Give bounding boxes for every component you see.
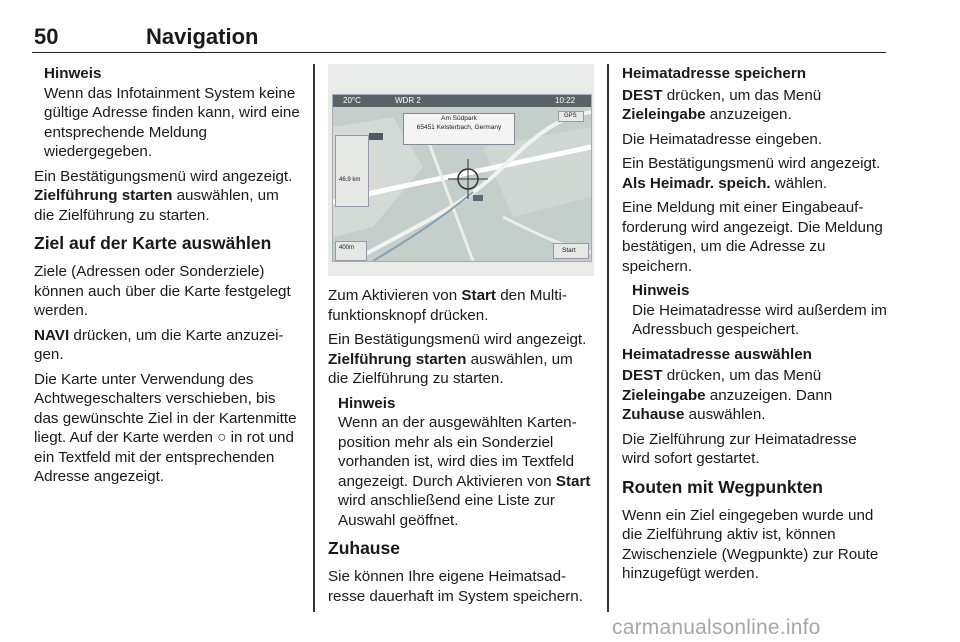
heading-select-on-map: Ziel auf der Karte auswählen: [34, 233, 272, 253]
note-title: Hinweis: [338, 394, 396, 412]
radio-station: WDR 2: [395, 96, 421, 105]
note-title: Hinweis: [44, 65, 102, 82]
heading-select-home: Heimatadresse auswählen: [622, 345, 812, 363]
infotainment-screen: [332, 94, 592, 262]
paragraph-guidance-start: Die Zielführung zur Heimatadresse wird sofort gestartet.: [622, 430, 857, 467]
heading-home: Zuhause: [328, 538, 400, 558]
column-divider-2: [607, 64, 609, 612]
map-side-panel: [335, 135, 369, 207]
note-multiple-pois: [338, 394, 594, 531]
note-text: Wenn an der ausgewählten Kartenposition mehr als ein Sonderziel vorhanden ist, wird dies im Textfeld angezeigt. Durch Aktivieren von Start wird anschließend eine Liste zur Auswahl geöffnet.: [338, 414, 591, 529]
address-street: Am Südpark: [441, 115, 477, 122]
heading-save-home: Heimatadresse speichern: [622, 65, 807, 82]
paragraph-waypoints: Wenn ein Ziel eingegeben wurde und die Zielführung aktiv ist, können Zwischenziele (Wegpunkte) zur Route hinzugefügt werden.: [622, 506, 879, 582]
paragraph-enter-home: Die Heimatadresse eingeben.: [622, 130, 823, 148]
column-divider-1: [313, 64, 315, 612]
map-screenshot-figure: [328, 64, 594, 276]
paragraph-dest-menu: DEST drücken, um das Menü Zieleingabe anzuzeigen.: [622, 86, 822, 123]
note-invalid-address: [44, 64, 300, 162]
address-textbox: [403, 113, 515, 145]
note-text: Wenn das Infotainment System keine gültige Adresse finden kann, wird eine entsprechende Meldung wiedergegeben.: [44, 84, 300, 160]
gps-button[interactable]: GPS: [558, 111, 584, 122]
heading-routes-waypoints: Routen mit Wegpunkten: [622, 476, 823, 497]
watermark: carmanualsonline.info: [612, 616, 821, 639]
speed-readout: 46.9 km: [339, 177, 361, 183]
map-road-shield: [369, 133, 383, 140]
page-number: 50: [34, 24, 59, 49]
paragraph-navi: NAVI drücken, um die Karte anzuzeigen.: [34, 326, 284, 363]
note-address-book: [632, 281, 888, 340]
start-button[interactable]: Start: [553, 243, 589, 259]
column-left: [34, 64, 300, 492]
page-header: [32, 24, 886, 53]
paragraph-prompt-message: Eine Meldung mit einer Eingabeaufforderung wird angezeigt. Die Meldung bestätigen, um die Adresse zu speichern.: [622, 199, 883, 275]
note-text: Die Heimatadresse wird außerdem im Adressbuch gespeichert.: [632, 301, 887, 338]
paragraph-destinations: Ziele (Adressen oder Sonderziele) können auch über die Karte festgelegt werden.: [34, 263, 291, 319]
paragraph-confirm-menu: Ein Bestätigungsmenü wird angezeigt. Zielführung starten auswählen, um die Zielführung zu starten.: [34, 167, 293, 224]
map-route-marker: [473, 195, 483, 201]
note-title: Hinweis: [632, 282, 690, 299]
column-middle: [328, 64, 594, 611]
address-city: 65451 Kelsterbach, Germany: [416, 124, 502, 131]
distance-readout: 400m: [339, 245, 355, 251]
paragraph-confirm-menu-2: Ein Bestätigungsmenü wird angezeigt. Zielführung starten auswählen, um die Zielführung zu starten.: [328, 331, 587, 387]
paragraph-confirm-save: Ein Bestätigungsmenü wird angezeigt. Als Heimadr. speich. wählen.: [622, 155, 881, 192]
clock: 10:22: [555, 96, 576, 105]
temperature: 20°C: [343, 96, 361, 105]
status-bar: [333, 95, 591, 107]
column-right: [622, 64, 888, 589]
section-title: Navigation: [146, 24, 259, 49]
distance-box: [335, 241, 367, 261]
paragraph-activate-start: Zum Aktivieren von Start den Multifunktionsknopf drücken.: [328, 287, 567, 324]
paragraph-home-address: Sie können Ihre eigene Heimatsadresse dauerhaft im System speichern.: [328, 568, 583, 605]
paragraph-move-map: Die Karte unter Verwendung des Achtwegeschalters verschieben, bis das gewünschte Ziel in der Kartenmitte liegt. Auf der Karte werden ○ in rot und ein Textfeld mit der entsprechenden Adresse angezeigt.: [34, 370, 297, 485]
paragraph-select-home: DEST drücken, um das Menü Zieleingabe anzuzeigen. Dann Zuhause auswählen.: [622, 367, 833, 423]
